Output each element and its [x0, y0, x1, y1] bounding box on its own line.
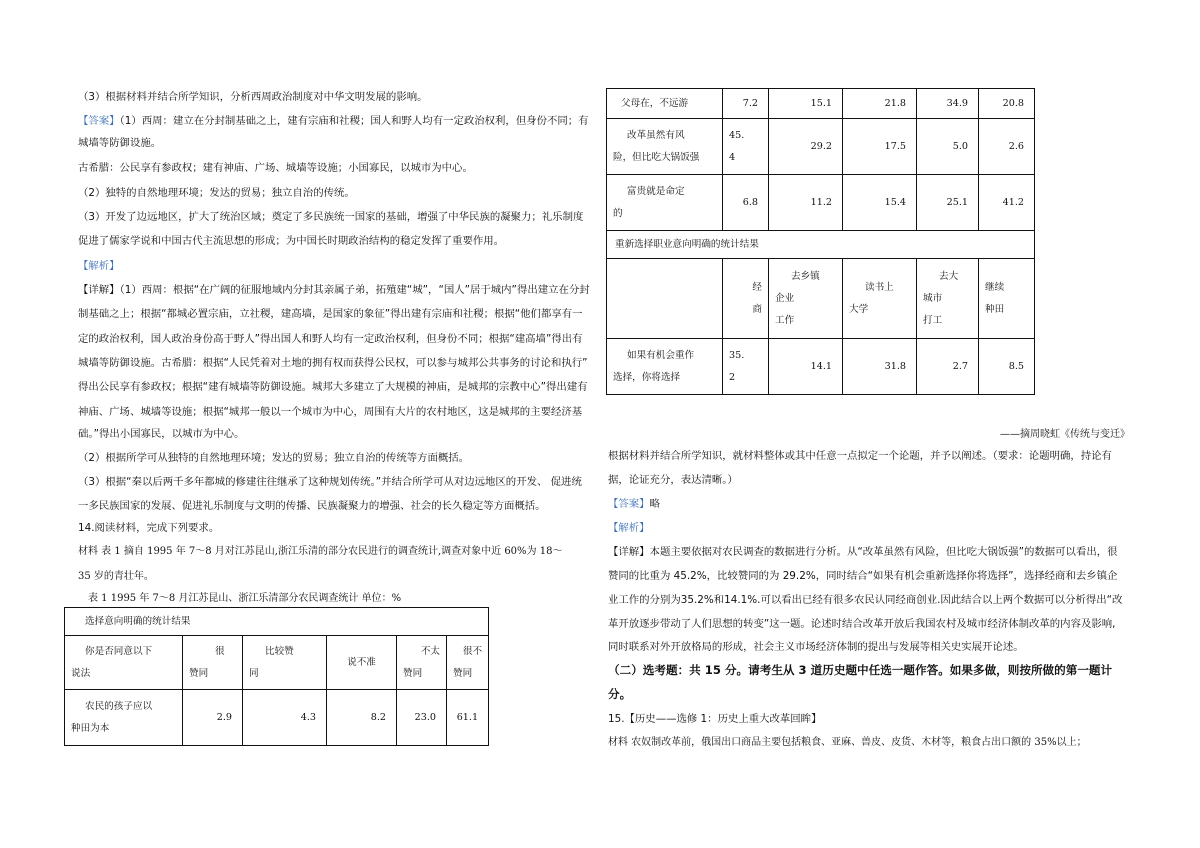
row-label-parents: 父母在，不远游 — [607, 89, 723, 119]
header-blank — [607, 259, 723, 339]
question-14-prompt: 根据材料并结合所学知识，就材料整体或其中任意一点拟定一个论题，并予以阐述。（要求：论题明确，持论有 — [608, 450, 1112, 462]
detail-line-6: 神庙、广场、城墙等设施；根据“城邦一般以一个城市为中心，周围有大片的农村地区，这是城邦的主要经济基 — [78, 406, 583, 418]
table-cell: 11.2 — [769, 175, 843, 231]
answer-label: 【答案】 — [608, 498, 650, 510]
detail-line-3: 业工作的分别为35.2%和14.1%.可以看出已经有很多农民认同经商创业.因此结合以上两个数据可以分析得出“改 — [608, 594, 1123, 606]
analysis-label: 【解析】 — [78, 260, 120, 272]
table-cell: 7.2 — [723, 89, 769, 119]
answer-label: 【答案】 — [78, 115, 120, 127]
detail-line-7: 础。”得出小国寡民，以城市为中心。 — [78, 428, 245, 440]
table-cell: 5.0 — [917, 119, 979, 175]
table-cell: 29.2 — [769, 119, 843, 175]
answer-3-cont: 促进了儒家学说和中国古代主流思想的形成；为中国长时期政治结构的稳定发挥了重要作用。 — [78, 235, 505, 247]
detail-line-5: 同时联系对外开放格局的形成，社会主义市场经济体制的提出与发展等相关史实展开论述。 — [608, 641, 1024, 653]
table-cell: 6.8 — [723, 175, 769, 231]
table-cell: 20.8 — [979, 89, 1035, 119]
material-line-1: 材料 表 1 摘自 1995 年 7～8 月对江苏昆山,浙江乐清的部分农民进行的调查统计,调查对象中近 60%为 18～ — [78, 546, 563, 557]
table-section-title-2: 重新选择职业意向明确的统计结果 — [607, 231, 1035, 259]
detail-line-8: （2）根据所学可从独特的自然地理环境；发达的贸易；独立自治的传统等方面概括。 — [78, 452, 470, 464]
answer-2: （2）独特的自然地理环境；发达的贸易；独立自治的传统。 — [78, 187, 355, 199]
table-cell: 8.2 — [327, 690, 397, 746]
table-cell: 21.8 — [843, 89, 917, 119]
table-cell: 14.1 — [769, 339, 843, 395]
detail-line-1: 【详解】本题主要依据对农民调查的数据进行分析。从“改革虽然有风险，但比吃大锅饭强”的数据可以看出，很 — [608, 546, 1118, 558]
table-cell: 17.5 — [843, 119, 917, 175]
header-statement: 你是否同意以下 说法 — [65, 636, 183, 690]
survey-table-part-1 — [64, 607, 489, 746]
detail-line-9: （3）根据“秦以后两千多年都城的修建往往继承了这种规划传统。”并结合所学可从对边远地区的开发、 促进统 — [78, 476, 582, 488]
question-15-material: 材料 农奴制改革前，俄国出口商品主要包括粮食、亚麻、兽皮、皮货、木材等，粮食占出口额的 35%以上； — [608, 737, 1087, 748]
table-cell: 45. 4 — [723, 119, 769, 175]
question-14-title: 14.阅读材料，完成下列要求。 — [78, 522, 220, 534]
table-cell: 2.9 — [183, 690, 243, 746]
table-cell: 41.2 — [979, 175, 1035, 231]
table-cell: 61.1 — [447, 690, 489, 746]
header-university: 读书上 大学 — [843, 259, 917, 339]
question-15-title: 15.【历史——选修 1：历史上重大改革回眸】 — [608, 713, 822, 725]
question-14-prompt-2: 据，论证充分，表达清晰。） — [608, 474, 738, 486]
header-unsure: 说不准 — [327, 636, 397, 690]
header-agree: 比较赞 同 — [243, 636, 327, 690]
row-label-farming: 农民的孩子应以 种田为本 — [65, 690, 183, 746]
elective-heading: （二）选考题：共 15 分。请考生从 3 道历史题中任选一题作答。如果多做，则按所做的第一题计 — [608, 663, 1113, 677]
header-strongly-agree: 很 赞同 — [183, 636, 243, 690]
detail-line-10: 一多民族国家的发展、促进礼乐制度与文明的传播、民族凝聚力的增强、社会的长久稳定等方面概括。 — [78, 500, 546, 512]
table-cell: 35. 2 — [723, 339, 769, 395]
question-3-text: （3）根据材料并结合所学知识，分析西周政治制度对中华文明发展的影响。 — [78, 91, 428, 103]
answer-line — [78, 114, 589, 128]
table-cell: 34.9 — [917, 89, 979, 119]
table-caption: 表 1 1995 年 7～8 月江苏昆山、浙江乐清部分农民调查统计 单位：% — [88, 593, 402, 604]
table-cell: 4.3 — [243, 690, 327, 746]
detail-line-4: 城墙等防御设施。古希腊：根据“人民凭着对土地的拥有权而获得公民权，可以参与城邦公共事务的讨论和执行” — [78, 357, 588, 369]
row-label-fate: 富贵就是命定 的 — [607, 175, 723, 231]
answer-line — [608, 497, 660, 511]
answer-greece: 古希腊：公民享有参政权；建有神庙、广场、城墙等设施；小国寡民，以城市为中心。 — [78, 162, 473, 174]
header-farming: 继续 种田 — [979, 259, 1035, 339]
analysis-label: 【解析】 — [608, 522, 650, 534]
header-township: 去乡镇 企业 工作 — [769, 259, 843, 339]
elective-heading-2: 分。 — [608, 687, 632, 701]
detail-line-2: 制基础之上；根据“都城必置宗庙，立社稷，建高墙，是国家的象征”得出建有宗庙和社稷；根据“他们都享有一 — [78, 308, 583, 320]
table-cell: 25.1 — [917, 175, 979, 231]
answer-3: （3）开发了边远地区，扩大了统治区域；奠定了多民族统一国家的基础，增强了中华民族的凝聚力；礼乐制度 — [78, 211, 584, 223]
detail-line-5: 得出公民享有参政权；根据“建有城墙等防御设施。城邦大多建立了大规模的神庙，是城邦的宗教中心”得出建有 — [78, 381, 588, 393]
header-city-work: 去大 城市 打工 — [917, 259, 979, 339]
table-cell: 15.4 — [843, 175, 917, 231]
header-business: 经 商 — [723, 259, 769, 339]
table-cell: 31.8 — [843, 339, 917, 395]
citation: ——摘周晓虹《传统与变迁》 — [1000, 429, 1130, 440]
detail-line-3: 定的政治权利，国人政治身份高于野人”得出国人和野人均有一定政治权利，但身份不同；根据“建高墙”得出有 — [78, 333, 583, 345]
answer-line-2: 城墙等防御设施。 — [78, 137, 162, 149]
material-line-2: 35 岁的青壮年。 — [78, 571, 154, 582]
table-cell: 23.0 — [397, 690, 447, 746]
survey-table-part-2 — [606, 88, 1035, 395]
detail-line-2: 赞同的比重为 45.2%，比较赞同的为 29.2%，同时结合“如果有机会重新选择你将选择”，选择经商和去乡镇企 — [608, 570, 1118, 582]
row-label-reform: 改革虽然有风 险，但比吃大锅饭强 — [607, 119, 723, 175]
detail-line-1: 【详解】（1）西周：根据“在广阔的征服地域内分封其亲属子弟，拓殖建“城”，“国人”居于城内”得出建立在分封 — [78, 284, 590, 296]
detail-line-4: 革开放逐步带动了人们思想的转变”这一题。论述时结合改革开放后我国农村及城市经济体制改革的内容及影响, — [608, 618, 1116, 630]
header-disagree: 不太 赞同 — [397, 636, 447, 690]
answer-text: （1）西周：建立在分封制基础之上，建有宗庙和社稷；国人和野人均有一定政治权利，但身份不同；有 — [119, 115, 589, 127]
table-cell: 8.5 — [979, 339, 1035, 395]
row-label-choice: 如果有机会重作 选择，你将选择 — [607, 339, 723, 395]
table-cell: 2.7 — [917, 339, 979, 395]
table-cell: 2.6 — [979, 119, 1035, 175]
answer-text: 略 — [649, 498, 660, 510]
table-cell: 15.1 — [769, 89, 843, 119]
header-strongly-disagree: 很不 赞同 — [447, 636, 489, 690]
table-section-title: 选择意向明确的统计结果 — [65, 608, 489, 636]
